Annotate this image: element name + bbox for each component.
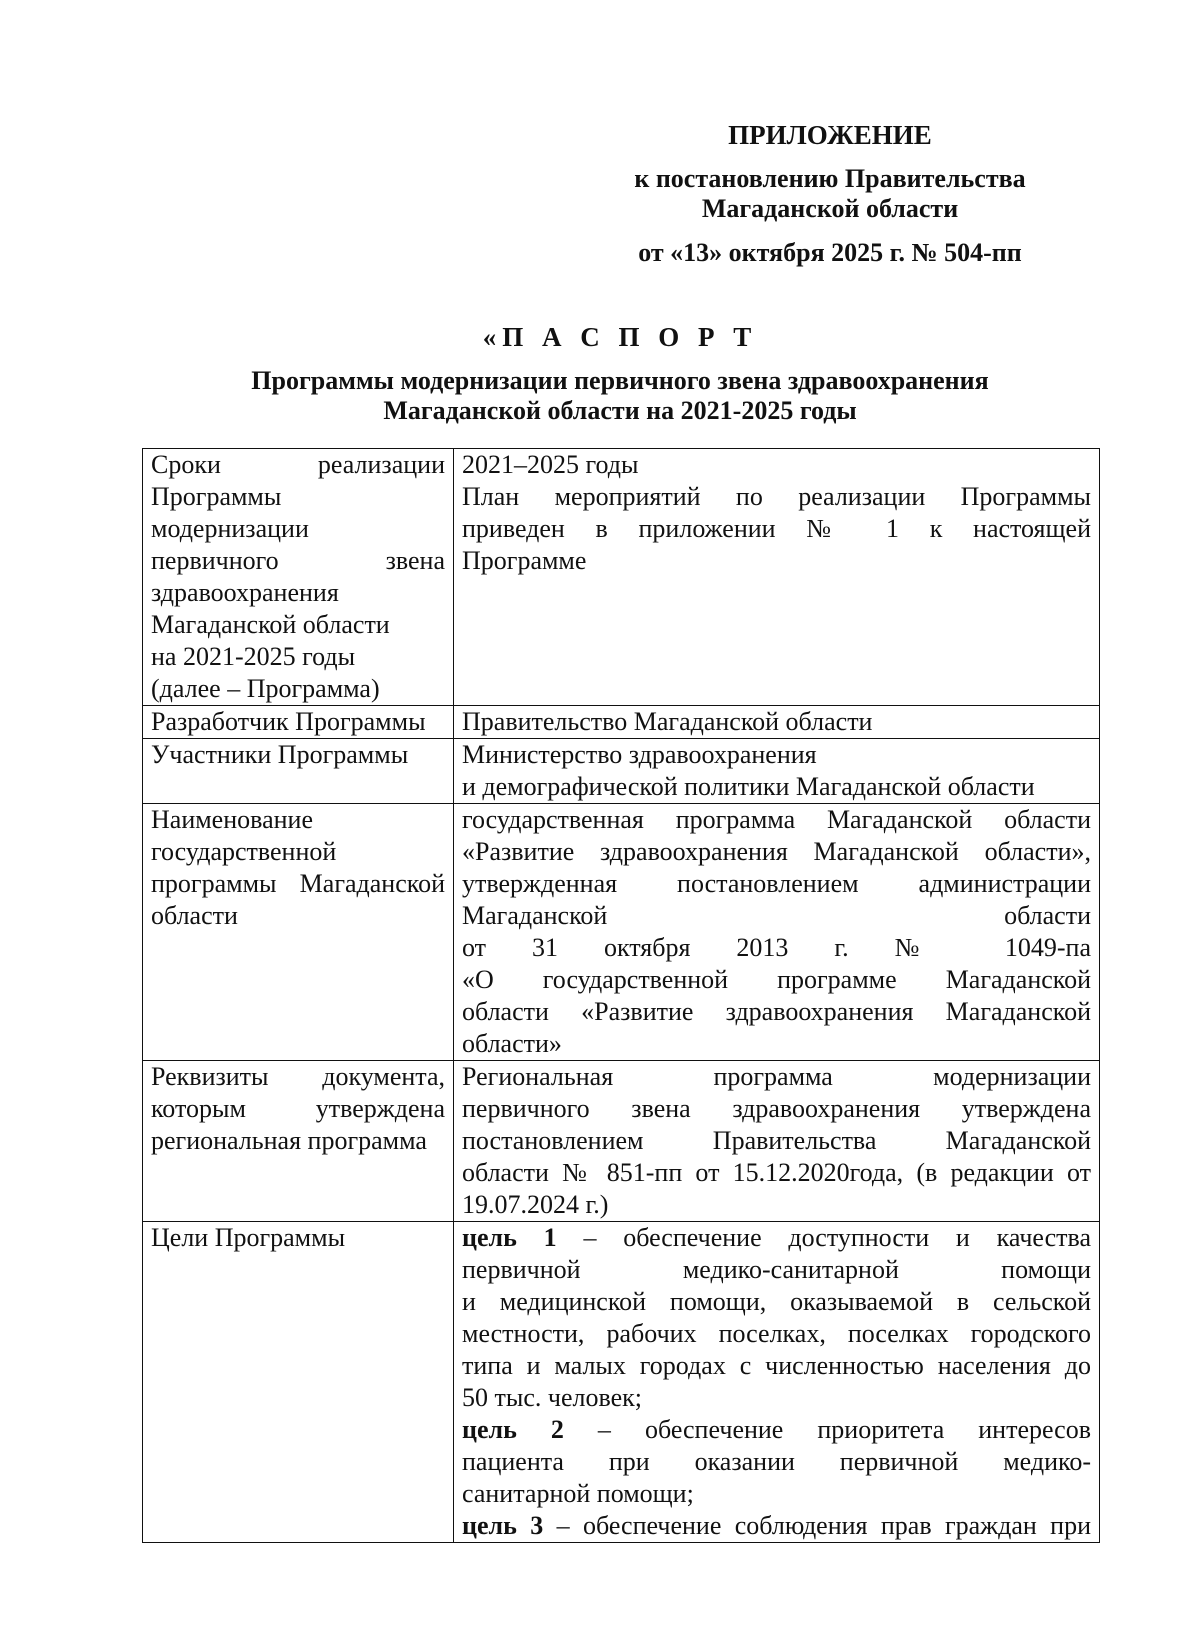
cell-line: Участники Программы <box>151 740 409 769</box>
cell-line: утвержденная постановлением администрации <box>462 869 1091 898</box>
cell-line: «Развитие здравоохранения Магаданской области», <box>462 837 1091 866</box>
cell-line: местности, рабочих поселках, поселках городского <box>462 1319 1091 1348</box>
table-row <box>143 804 1100 1061</box>
row-value-cell <box>454 1061 1100 1222</box>
cell-line: (далее – Программа) <box>151 674 380 703</box>
cell-line: Магаданской области <box>462 901 1091 930</box>
cell-text: – обеспечение доступности и качества <box>583 1223 1091 1252</box>
appendix-title: ПРИЛОЖЕНИЕ <box>728 120 932 150</box>
goal-3-label: цель 3 <box>462 1511 544 1540</box>
cell-line: пациента при оказании первичной медико- <box>462 1447 1091 1476</box>
cell-line: и демографической политики Магаданской области <box>462 772 1035 801</box>
table-row <box>143 706 1100 739</box>
cell-line: области «Развитие здравоохранения Магаданской <box>462 997 1091 1026</box>
cell-line: Программы <box>151 482 282 511</box>
cell-line: от 31 октября 2013 г. № 1049-па <box>462 933 1091 962</box>
appendix-block <box>560 120 1100 268</box>
cell-line: области» <box>462 1029 562 1058</box>
cell-line: первичной медико-санитарной помощи <box>462 1255 1091 1284</box>
row-label-cell <box>143 706 454 739</box>
table-row <box>143 739 1100 804</box>
cell-line: Сроки реализации <box>151 450 445 479</box>
row-value-cell <box>454 804 1100 1061</box>
row-value-cell <box>454 1222 1100 1543</box>
cell-text: – обеспечение приоритета интересов <box>597 1415 1091 1444</box>
cell-line: постановлением Правительства Магаданской <box>462 1126 1091 1155</box>
cell-line: области № 851-пп от 15.12.2020года, (в редакции от <box>462 1158 1091 1187</box>
cell-line: первичного звена <box>151 546 445 575</box>
cell-line: санитарной помощи; <box>462 1479 694 1508</box>
goal-2-first-line <box>462 1414 1091 1446</box>
cell-line: Магаданской области <box>151 610 390 639</box>
row-label-cell <box>143 1061 454 1222</box>
cell-line: Наименование <box>151 805 313 834</box>
appendix-line-2: Магаданской области <box>701 194 959 223</box>
appendix-line-1: к постановлению Правительства <box>634 164 1026 193</box>
goal-2-label: цель 2 <box>462 1415 564 1444</box>
row-label-cell <box>143 739 454 804</box>
passport-title: «П А С П О Р Т <box>482 322 758 352</box>
passport-table <box>142 448 1100 1543</box>
row-label-cell <box>143 449 454 706</box>
cell-line: первичного звена здравоохранения утверждена <box>462 1094 1091 1123</box>
cell-line: Программе <box>462 546 587 575</box>
cell-line: «О государственной программе Магаданской <box>462 965 1091 994</box>
table-row <box>143 449 1100 706</box>
cell-line: региональная программа <box>151 1126 427 1155</box>
goal-1-label: цель 1 <box>462 1223 557 1252</box>
row-value-cell <box>454 706 1100 739</box>
cell-line: Цели Программы <box>151 1223 346 1252</box>
row-label-cell <box>143 1222 454 1543</box>
passport-subtitle-1: Программы модернизации первичного звена здравоохранения <box>251 366 989 395</box>
cell-line: государственной <box>151 837 337 866</box>
cell-line: Реквизиты документа, <box>151 1062 445 1091</box>
cell-line: которым утверждена <box>151 1094 445 1123</box>
cell-line: 19.07.2024 г.) <box>462 1190 609 1219</box>
row-label-cell <box>143 804 454 1061</box>
goal-3-first-line <box>462 1510 1091 1542</box>
cell-line: Региональная программа модернизации <box>462 1062 1091 1091</box>
appendix-date: от «13» октября 2025 г. № 504-пп <box>638 238 1022 267</box>
cell-line: модернизации <box>151 514 309 543</box>
row-value-cell <box>454 739 1100 804</box>
table-row <box>143 1061 1100 1222</box>
row-value-cell <box>454 449 1100 706</box>
cell-line: 50 тыс. человек; <box>462 1383 642 1412</box>
table-row <box>143 1222 1100 1543</box>
cell-line: План мероприятий по реализации Программы <box>462 482 1091 511</box>
cell-line: Правительство Магаданской области <box>462 707 873 736</box>
cell-line: типа и малых городах с численностью населения до <box>462 1351 1091 1380</box>
passport-heading <box>140 322 1100 426</box>
cell-line: на 2021-2025 годы <box>151 642 356 671</box>
cell-line: 2021–2025 годы <box>462 450 639 479</box>
cell-line: здравоохранения <box>151 578 339 607</box>
cell-line: области <box>151 901 238 930</box>
cell-line: государственная программа Магаданской области <box>462 805 1091 834</box>
passport-subtitle-2: Магаданской области на 2021-2025 годы <box>383 396 857 425</box>
goal-1-first-line <box>462 1222 1091 1254</box>
cell-line: Разработчик Программы <box>151 707 426 736</box>
cell-line: и медицинской помощи, оказываемой в сельской <box>462 1287 1091 1316</box>
cell-line: программы Магаданской <box>151 869 445 898</box>
cell-line: приведен в приложении № 1 к настоящей <box>462 514 1091 543</box>
cell-line: Министерство здравоохранения <box>462 740 817 769</box>
cell-text: – обеспечение соблюдения прав граждан при <box>556 1511 1092 1540</box>
